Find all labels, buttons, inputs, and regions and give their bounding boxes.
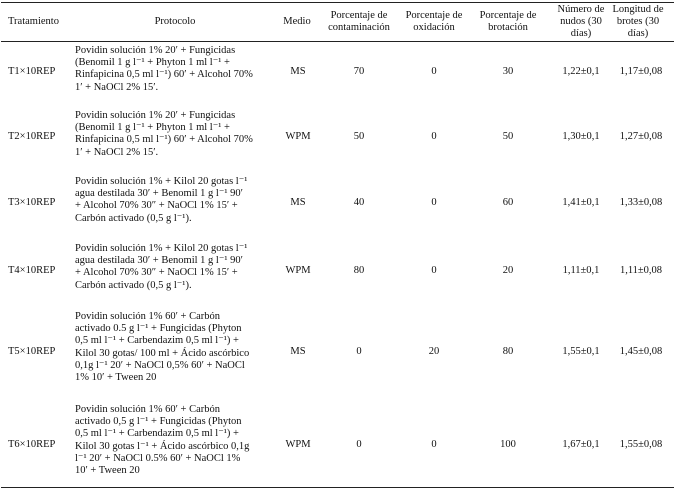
row1-oxidacion: 0	[431, 66, 437, 77]
header-contaminacion: Porcentaje de contaminación	[328, 10, 390, 34]
row6-brotacion: 100	[500, 439, 516, 450]
row3-longitud: 1,33±0,08	[619, 197, 663, 208]
table-header-rule	[1, 41, 674, 42]
row2-tratamiento: T2×10REP	[8, 131, 56, 142]
row5-protocolo: Povidin solución 1% 60′ + Carbón activado 0.5 g l⁻¹ + Fungicidas (Phyton 0,5 ml l⁻¹ + Carbendazim 0,5 ml l⁻¹) + Kilol 30 gotas/ 100 ml + Ácido ascórbico 0,1g l⁻¹ 20′ + NaOCl 0,5% 60′ + NaOCl 1% 10′ + Tween 20	[75, 311, 250, 384]
row5-oxidacion: 20	[428, 346, 440, 357]
row1-nudos: 1,22±0,1	[562, 66, 600, 77]
row5-nudos: 1,55±0,1	[562, 346, 600, 357]
row6-medio: WPM	[285, 439, 311, 450]
row4-nudos: 1,11±0,1	[562, 265, 600, 276]
header-brotacion: Porcentaje de brotación	[479, 10, 537, 34]
row3-medio: MS	[290, 197, 306, 208]
row5-contaminacion: 0	[356, 346, 362, 357]
row2-nudos: 1,30±0,1	[562, 131, 600, 142]
row1-protocolo: Povidin solución 1% 20′ + Fungicidas (Benomil 1 g l⁻¹ + Phyton 1 ml l⁻¹ + Rinfapicina 0,5 ml l⁻¹) 60′ + Alcohol 70% 1′ + NaOCl 2% 15′.	[75, 45, 253, 93]
row6-oxidacion: 0	[431, 439, 437, 450]
row6-tratamiento: T6×10REP	[8, 439, 56, 450]
row4-contaminacion: 80	[353, 265, 365, 276]
row4-medio: WPM	[285, 265, 311, 276]
row2-brotacion: 50	[502, 131, 514, 142]
row1-medio: MS	[290, 66, 306, 77]
row3-tratamiento: T3×10REP	[8, 197, 56, 208]
table-top-rule	[1, 2, 674, 3]
row4-longitud: 1,11±0,08	[619, 265, 663, 276]
row3-nudos: 1,41±0,1	[562, 197, 600, 208]
row2-longitud: 1,27±0,08	[619, 131, 663, 142]
row3-oxidacion: 0	[431, 197, 437, 208]
row1-longitud: 1,17±0,08	[619, 66, 663, 77]
row6-protocolo: Povidin solución 1% 60′ + Carbón activado 0,5 g l⁻¹ + Fungicidas (Phyton 0,5 ml l⁻¹ + Carbendazim 0,5 ml l⁻¹) + Kilol 30 gotas l⁻¹ + Ácido ascórbico 0,1g l⁻¹ 20′ + NaOCl 0.5% 60′ + NaOCl 1% 10′ + Tween 20	[75, 404, 250, 477]
row5-medio: MS	[290, 346, 306, 357]
row5-longitud: 1,45±0,08	[619, 346, 663, 357]
table-bottom-rule	[1, 487, 674, 488]
header-medio: Medio	[283, 16, 311, 27]
row2-oxidacion: 0	[431, 131, 437, 142]
row3-brotacion: 60	[502, 197, 514, 208]
header-longitud: Longitud de brotes (30 días)	[612, 4, 664, 40]
row3-protocolo: Povidin solución 1% + Kilol 20 gotas l⁻¹ agua destilada 30′ + Benomil 1 g l⁻¹ 90′ + Alcohol 70% 30″ + NaOCl 1% 15′ + Carbón activado (0,5 g l⁻¹).	[75, 176, 248, 224]
row6-contaminacion: 0	[356, 439, 362, 450]
row2-medio: WPM	[285, 131, 311, 142]
row4-protocolo: Povidin solución 1% + Kilol 20 gotas l⁻¹ agua destilada 30′ + Benomil 1 g l⁻¹ 90′ + Alcohol 70% 30″ + NaOCl 1% 15′ + Carbón activado (0,5 g l⁻¹).	[75, 243, 248, 291]
row1-brotacion: 30	[502, 66, 514, 77]
header-protocolo: Protocolo	[154, 16, 196, 27]
header-oxidacion: Porcentaje de oxidación	[405, 10, 463, 34]
row5-brotacion: 80	[502, 346, 514, 357]
row4-oxidacion: 0	[431, 265, 437, 276]
row6-longitud: 1,55±0,08	[619, 439, 663, 450]
row2-protocolo: Povidin solución 1% 20′ + Fungicidas (Benomil 1 g l⁻¹ + Phyton 1 ml l⁻¹ + Rinfapicina 0,5 ml l⁻¹) 60′ + Alcohol 70% 1′ + NaOCl 2% 15′.	[75, 110, 253, 158]
header-nudos: Número de nudos (30 días)	[557, 4, 605, 40]
row6-nudos: 1,67±0,1	[562, 439, 600, 450]
row1-contaminacion: 70	[353, 66, 365, 77]
row2-contaminacion: 50	[353, 131, 365, 142]
row1-tratamiento: T1×10REP	[8, 66, 56, 77]
row5-tratamiento: T5×10REP	[8, 346, 56, 357]
row3-contaminacion: 40	[353, 197, 365, 208]
row4-tratamiento: T4×10REP	[8, 265, 56, 276]
row4-brotacion: 20	[502, 265, 514, 276]
header-tratamiento: Tratamiento	[8, 16, 59, 27]
